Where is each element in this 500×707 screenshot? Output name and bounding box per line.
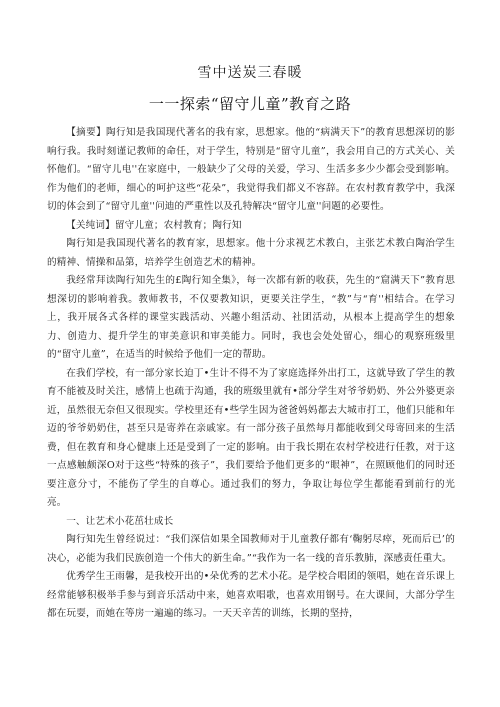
body-paragraph: 我经常拜读陶行知先生的£陶行知全集》，每一次都有新的收获，先生的“窟满天下”教育思想深切的影响着我。教师教书，不仅要教知识，更要关注学生，“教”与“育''相结合。在学习上，我开展各式各样的课堂实践活动、兴趣小组活动、社团活动，从根本上提高学生的想象力、创造力、提升学生的审美意识和审美能力。同时，我也会处处留心，细心的观察班级里的“留守儿童”，在适当的时候给予他们一定的帮助。 <box>47 275 455 360</box>
body-paragraph: 在我们学校，有一部分家长迫丁•生计不得不为了家庭选择外出打工，这就导致了学生的教育不能被及时关注，感情上也疏于沟通，我的班级里就有•部分学生对爷爷奶奶、外公外婆更亲近，虽然很无奈但又很现实。学校里还有•些学生因为爸爸妈妈都去大城市打工，他们只能和年迈的爷爷奶奶住，甚至只是寄养在亲戚家。有一部分孩子虽然每月都能收到父母寄回来的生活费，但在教育和身心健康上还是受到了一定的影响。由于我长期在农村学校进行任教，对于这一点感触颇深O对于这些“特殊的孩子”，我们要给予他们更多的“眼神”，在照顾他们的同时还要注意分寸，不能伤了学生的自尊心。通过我们的努力，争取让每位学生都能看到前行的光亮。 <box>47 367 455 508</box>
keywords-paragraph: 【关纯词】留守儿童；农村教育；陶行知 <box>66 219 242 231</box>
body-paragraph: 陶行知是我国现代著名的教育家，思想家。他十分求视艺术教白，主张艺术教白陶治学生的精神、情操和品第，培养学生创造艺术的精神。 <box>47 238 455 268</box>
document-title: 雪中送炭三春暖 <box>197 65 303 81</box>
section-heading: 一、让艺术小花茁壮成长 <box>66 515 174 527</box>
abstract-paragraph: 【摘要】陶行知是我国现代著名的我有家，思想家。他的“病满天下”的教育思想深切的影响行我。我时刻谨记教师的命任，对于学生，特别是“留守儿童”，我会用自己的方式关心、关怀他们。“留守儿电''在家庭中，一般缺少了父母的关爱，学习、生活多多少少都会受到影响。作为他们的老师，细心的呵护这些“花朵”，我觉得我们都义不容辞。在农村教育教学中，我深切的体会到了“留守儿童''问迪的严重性以及孔特解决“留守儿童''问题的必要性。 <box>47 127 455 212</box>
body-paragraph: 陶行知先生曾经说过：“我们深信如果全国教师对于儿童教仔都有‘鞠躬尽瘁，死而后已’的决心，必能为我们民族创造一个伟大的新生命。”“我作为一名一线的音乐教肺，深感责任重大。 <box>47 534 455 564</box>
body-paragraph: 优秀学生王雨馨，是我校开出的•朵优秀的艺术小花。是学校合唱团的领唱，她在音乐课上经常能够积极举手参与到音乐活动中来，她喜欢唱歌，也喜欢用钢号。在大课间，大部分学生都在玩耍，而她在等房一遍遍的练习。一天天辛苦的训练，长期的坚持， <box>47 571 455 619</box>
document-body <box>47 124 455 624</box>
document-subtitle: 一一探索“留守儿童”教育之路 <box>148 95 352 113</box>
